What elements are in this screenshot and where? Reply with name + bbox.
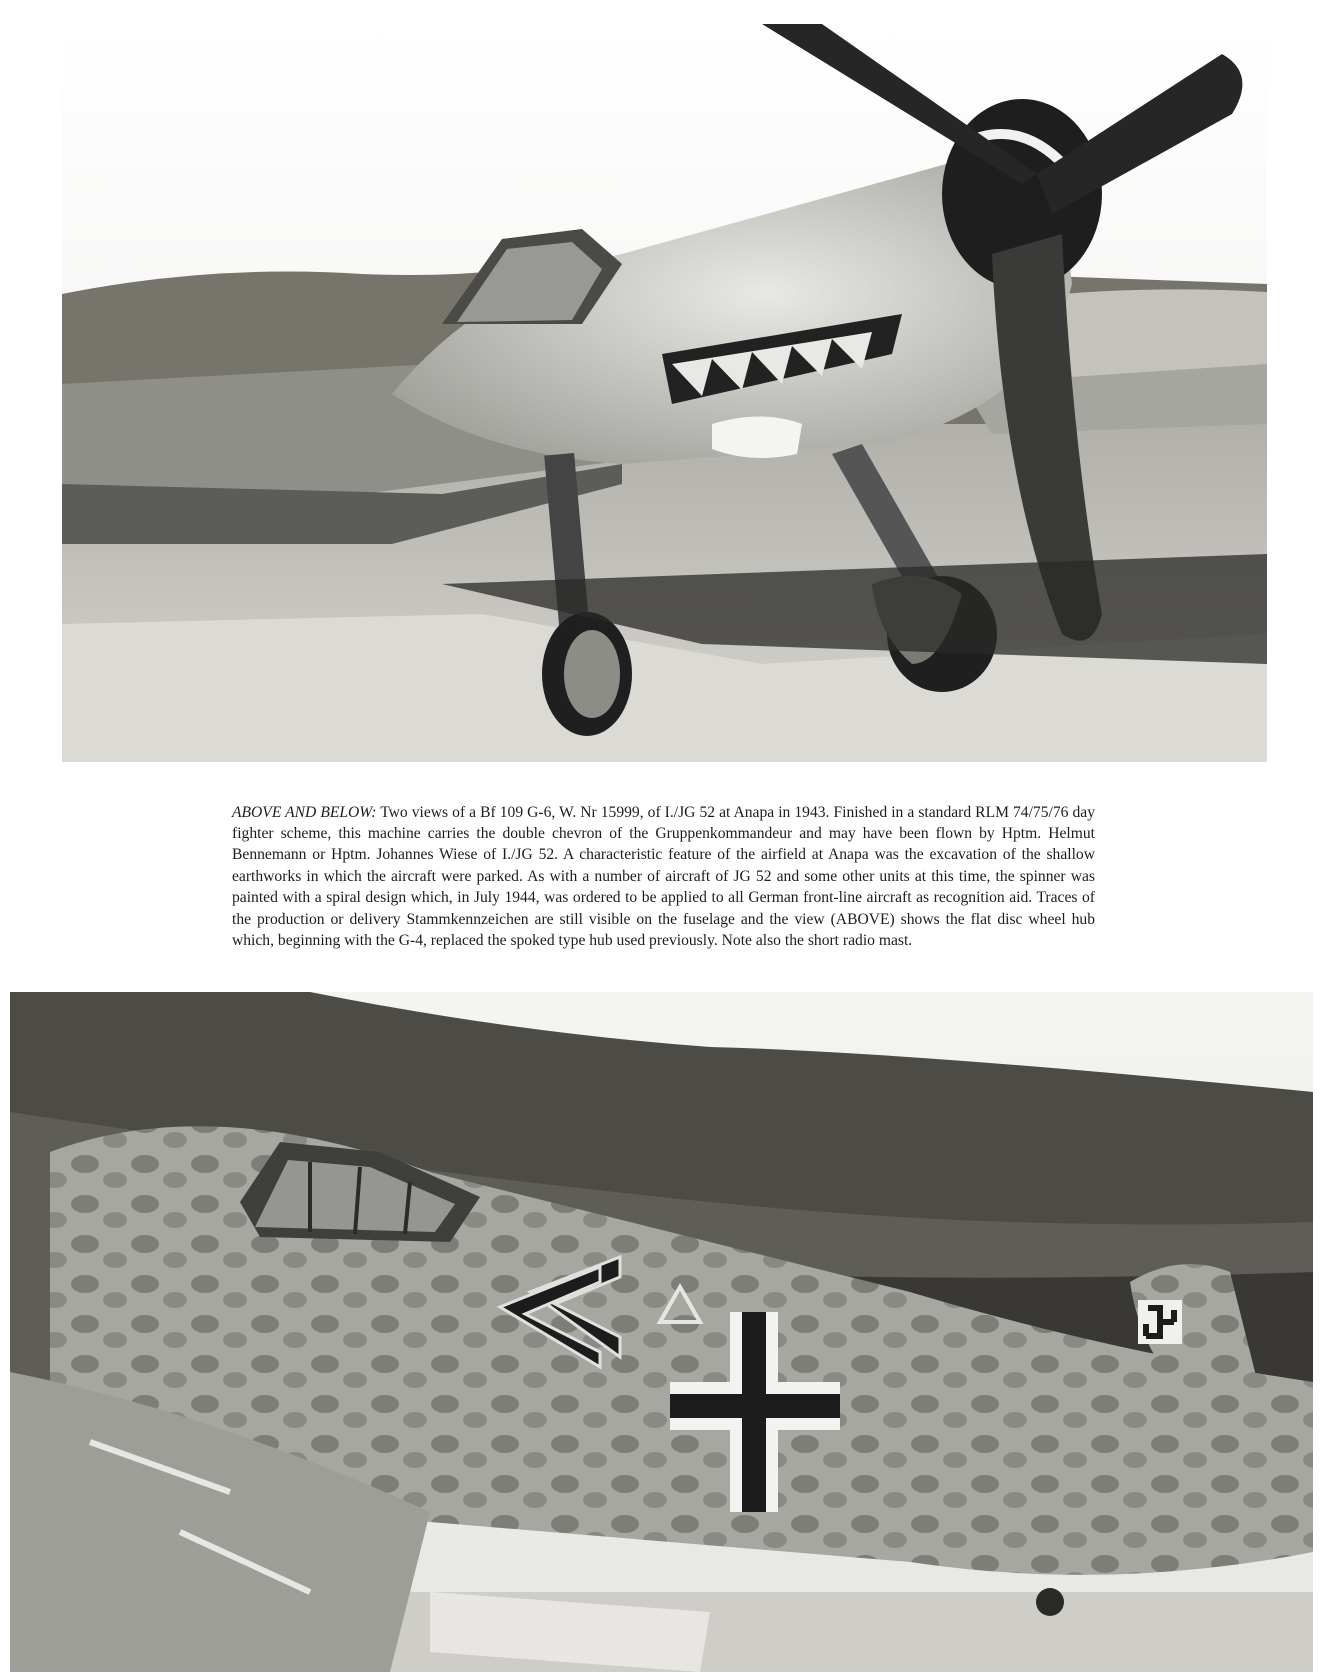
- caption-lead: ABOVE AND BELOW:: [232, 803, 377, 821]
- photo-side-view: [10, 992, 1313, 1672]
- caption-body: Two views of a Bf 109 G-6, W. Nr 15999, of I./JG 52 at Anapa in 1943. Finished in a standard RLM 74/75/76 day fighter scheme, this machine carries the double chevron of the Gruppenkommandeur and may have been flown by Hptm. Helmut Bennemann or Hptm. Johannes Wiese of I./JG 52. A characteristic feature of the airfield at Anapa was the excavation of the shallow earthworks in which the aircraft were parked. As with a number of aircraft of JG 52 and some other units at this time, the spinner was painted with a spiral design which, in July 1944, was ordered to be applied to all German front-line aircraft as recognition aid. Traces of the production or delivery Stammkennzeichen are still visible on the fuselage and the view (ABOVE) shows the flat disc wheel hub which, beginning with the G-4, replaced the spoked type hub used previously. Note also the short radio mast.: [232, 803, 1095, 950]
- photo-caption: [232, 802, 1095, 952]
- aircraft-front-illustration: [62, 24, 1267, 762]
- photo-front-view: [62, 24, 1267, 762]
- aircraft-side-illustration: [10, 992, 1313, 1672]
